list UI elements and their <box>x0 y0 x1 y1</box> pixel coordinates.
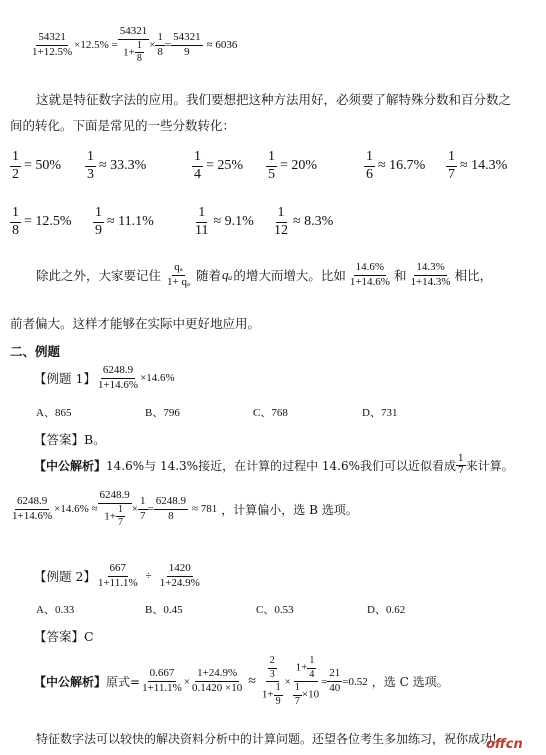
den: 4 <box>309 668 315 680</box>
conv-5 <box>364 150 425 182</box>
num: 1 <box>266 150 277 167</box>
num-prefix: 1+ <box>295 661 308 674</box>
section-heading: 二、例题 <box>10 344 61 359</box>
den: 1+11.1% <box>142 682 182 694</box>
den: 7 <box>118 517 124 529</box>
ex2-option-b: B、0.45 <box>145 604 183 616</box>
conv-8 <box>93 206 154 238</box>
num: 6248.9 <box>101 365 135 379</box>
text: 和 <box>393 268 407 284</box>
para1b: 间的转化。下面是常见的一些分数转化： <box>10 118 236 133</box>
text: × <box>131 503 138 516</box>
num: 1 <box>307 656 316 669</box>
num: 1 <box>155 32 165 46</box>
text: 的增大而增大。比如 <box>233 268 346 284</box>
den: 40 <box>329 682 341 694</box>
text: 原式= <box>106 675 141 689</box>
label: 【例题 1】 <box>34 371 96 387</box>
den: 1+ qₐ <box>167 275 190 288</box>
den: 9 <box>184 45 190 58</box>
den: 4 <box>194 166 201 182</box>
conv-9 <box>193 206 254 238</box>
value: = 50% <box>24 158 62 174</box>
text: ≈ <box>248 673 256 689</box>
watermark: offcn <box>486 737 523 752</box>
den <box>291 682 321 707</box>
formula-top <box>30 26 237 65</box>
label: 【中公解析】 <box>34 459 107 474</box>
ex1-analysis <box>34 455 514 477</box>
para1: 这就是特征数字法的应用。我们要想把这种方法用好，必须要了解特殊分数和百分数之 <box>36 92 512 107</box>
num: 6248.9 <box>15 496 49 510</box>
value: ≈ 8.3% <box>293 214 334 230</box>
den: 1+14.6% <box>349 275 390 288</box>
num: 1+24.9% <box>195 668 239 682</box>
ex1-question <box>34 365 175 391</box>
num: 1 <box>196 206 207 223</box>
den: 9 <box>275 695 281 707</box>
den: 6 <box>366 166 373 182</box>
tail: ×14.6% <box>140 372 175 385</box>
text: ，计算偏小，选 B 选项。 <box>221 502 358 517</box>
den: 1+14.6% <box>97 378 139 391</box>
eq: = <box>164 39 172 52</box>
den: 1+11.1% <box>97 576 138 589</box>
ex1-calc <box>10 490 358 529</box>
num: 1 <box>274 683 283 696</box>
den-prefix: 1+ <box>104 510 117 523</box>
num: 6248.9 <box>98 490 132 504</box>
num <box>266 656 279 682</box>
conv-1 <box>10 150 61 182</box>
num: 14.6% <box>354 262 386 276</box>
num: 1 <box>85 150 96 167</box>
den: 8 <box>12 222 19 238</box>
value: ≈ 11.1% <box>107 214 154 230</box>
conv-2 <box>85 150 146 182</box>
ex2-analysis <box>34 656 449 707</box>
den: 7 <box>448 166 455 182</box>
ex1-option-c: C、768 <box>253 407 288 419</box>
den-prefix: 1+ <box>261 688 274 701</box>
remember-line <box>36 262 492 288</box>
num: 667 <box>108 563 129 577</box>
den: 3 <box>87 166 94 182</box>
den: 11 <box>195 222 209 238</box>
den: 5 <box>268 166 275 182</box>
var: qₐ <box>222 267 233 283</box>
text: ≈ 781 <box>191 503 218 516</box>
text: ，选 C 选项。 <box>371 675 449 689</box>
label: 【中公解析】 <box>34 675 107 689</box>
num: 54321 <box>36 32 68 46</box>
den: 12 <box>274 222 288 238</box>
value: = 12.5% <box>24 214 72 230</box>
ex1-answer: 【答案】B。 <box>34 432 106 447</box>
conv-10 <box>272 206 333 238</box>
num: 1 <box>364 150 375 167</box>
num: 14.3% <box>414 262 446 276</box>
ex2-question <box>34 563 202 589</box>
den: 1+14.3% <box>410 275 451 288</box>
den: 2 <box>12 166 19 182</box>
den: 1+12.5% <box>32 45 73 58</box>
den: 7 <box>458 466 464 477</box>
num: 1 <box>446 150 457 167</box>
times: × <box>149 39 156 52</box>
text: 除此之外，大家要记住 <box>36 268 162 284</box>
den: 1+24.9% <box>159 576 200 589</box>
num: 1420 <box>167 563 193 577</box>
num: 54321 <box>118 26 150 40</box>
text: × <box>183 675 191 688</box>
text: = <box>321 675 328 688</box>
conv-3 <box>192 150 243 182</box>
num: 1 <box>138 496 148 510</box>
value: ≈ 16.7% <box>378 158 426 174</box>
den <box>121 40 146 65</box>
den-prefix: 1+ <box>123 46 135 59</box>
num: qₐ <box>172 262 185 276</box>
ex2-option-c: C、0.53 <box>256 604 294 616</box>
num: 1 <box>10 206 21 223</box>
num: 0.667 <box>148 668 177 682</box>
num: 1 <box>276 206 287 223</box>
ex1-option-a: A、865 <box>36 407 72 419</box>
value: = 20% <box>280 158 318 174</box>
den: 8 <box>157 45 163 58</box>
den: 0.1420 ×10 <box>192 682 243 694</box>
den: 3 <box>269 668 275 680</box>
num: 21 <box>327 668 342 682</box>
ex1-option-d: D、731 <box>362 407 398 419</box>
den: 8 <box>136 53 142 65</box>
remember-line2: 前者偏大。这样才能够在实际中更好地应用。 <box>10 316 261 331</box>
value: ≈ 14.3% <box>460 158 508 174</box>
conv-6 <box>446 150 507 182</box>
approx: ≈ 6036 <box>206 39 238 52</box>
num: 1 <box>93 206 104 223</box>
ex2-answer: 【答案】C <box>34 629 94 644</box>
op: ÷ <box>145 570 152 583</box>
den: 9 <box>95 222 102 238</box>
value: ≈ 9.1% <box>213 214 254 230</box>
num: 6248.9 <box>154 496 188 510</box>
den: 7 <box>140 509 146 522</box>
den <box>102 504 127 529</box>
num: 54321 <box>171 32 203 46</box>
text: 相比， <box>454 268 493 284</box>
conv-4 <box>266 150 317 182</box>
num: 1 <box>192 150 203 167</box>
den: 1+14.6% <box>12 509 53 522</box>
conv-7 <box>10 206 72 238</box>
den-suffix: ×10 <box>301 688 320 701</box>
text: ×14.6% ≈ <box>54 503 98 516</box>
text: = <box>147 503 154 516</box>
num: 1 <box>10 150 21 167</box>
label: 【例题 2】 <box>34 569 96 585</box>
text: =0.52 <box>342 675 368 688</box>
value: = 25% <box>206 158 244 174</box>
text: 14.6%与 14.3%接近，在计算的过程中 14.6%我们可以近似看成 <box>106 459 457 474</box>
ex2-option-d: D、0.62 <box>367 604 406 616</box>
ex2-option-a: A、0.33 <box>36 604 75 616</box>
ex1-option-b: B、796 <box>145 407 180 419</box>
num: 1 <box>135 41 144 54</box>
den <box>260 682 285 707</box>
num: 1 <box>293 683 302 696</box>
den: 8 <box>168 509 174 522</box>
closing: 特征数字法可以较快的解决资料分析中的计算问题。还望各位考生多加练习，祝你成功! <box>36 732 497 746</box>
num: 2 <box>268 656 277 669</box>
times: ×12.5% = <box>74 39 118 52</box>
num: 1 <box>116 505 125 518</box>
num: 1 <box>456 455 466 466</box>
text: 随着 <box>195 268 221 284</box>
text: 来计算。 <box>465 459 514 474</box>
text: × <box>284 675 291 688</box>
value: ≈ 33.3% <box>99 158 147 174</box>
den: 7 <box>294 695 300 707</box>
num <box>294 656 319 682</box>
